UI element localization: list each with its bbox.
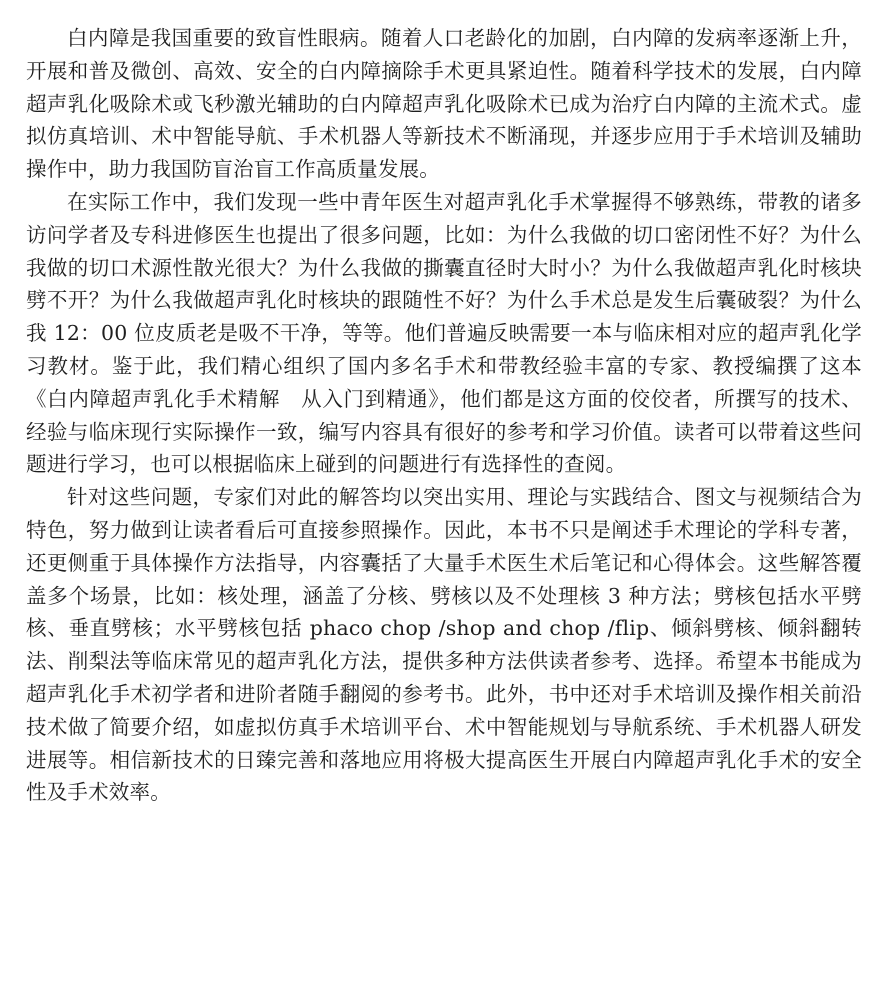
document-page: [26, 22, 862, 809]
paragraph: 在实际工作中，我们发现一些中青年医生对超声乳化手术掌握得不够熟练，带教的诸多访问学者及专科进修医生也提出了很多问题，比如：为什么我做的切口密闭性不好？为什么我做的切口术源性散光很大？为什么我做的撕囊直径时大时小？为什么我做超声乳化时核块劈不开？为什么我做超声乳化时核块的跟随性不好？为什么手术总是发生后囊破裂？为什么我 12：00 位皮质老是吸不干净，等等。他们普遍反映需要一本与临床相对应的超声乳化学习教材。鉴于此，我们精心组织了国内多名手术和带教经验丰富的专家、教授编撰了这本《白内障超声乳化手术精解 从入门到精通》，他们都是这方面的佼佼者，所撰写的技术、经验与临床现行实际操作一致，编写内容具有很好的参考和学习价值。读者可以带着这些问题进行学习，也可以根据临床上碰到的问题进行有选择性的查阅。: [26, 189, 862, 477]
paragraph: 白内障是我国重要的致盲性眼病。随着人口老龄化的加剧，白内障的发病率逐渐上升，开展和普及微创、高效、安全的白内障摘除手术更具紧迫性。随着科学技术的发展，白内障超声乳化吸除术或飞秒激光辅助的白内障超声乳化吸除术已成为治疗白内障的主流术式。虚拟仿真培训、术中智能导航、手术机器人等新技术不断涌现，并逐步应用于手术培训及辅助操作中，助力我国防盲治盲工作高质量发展。: [26, 26, 862, 182]
paragraph: 针对这些问题，专家们对此的解答均以突出实用、理论与实践结合、图文与视频结合为特色，努力做到让读者看后可直接参照操作。因此，本书不只是阐述手术理论的学科专著，还更侧重于具体操作方法指导，内容囊括了大量手术医生术后笔记和心得体会。这些解答覆盖多个场景，比如：核处理，涵盖了分核、劈核以及不处理核 3 种方法；劈核包括水平劈核、垂直劈核；水平劈核包括 phaco chop /shop and chop /flip、倾斜劈核、倾斜翻转法、削梨法等临床常见的超声乳化方法，提供多种方法供读者参考、选择。希望本书能成为超声乳化手术初学者和进阶者随手翻阅的参考书。此外，书中还对手术培训及操作相关前沿技术做了简要介绍，如虚拟仿真手术培训平台、术中智能规划与导航系统、手术机器人研发进展等。相信新技术的日臻完善和落地应用将极大提高医生开展白内障超声乳化手术的安全性及手术效率。: [26, 485, 862, 805]
